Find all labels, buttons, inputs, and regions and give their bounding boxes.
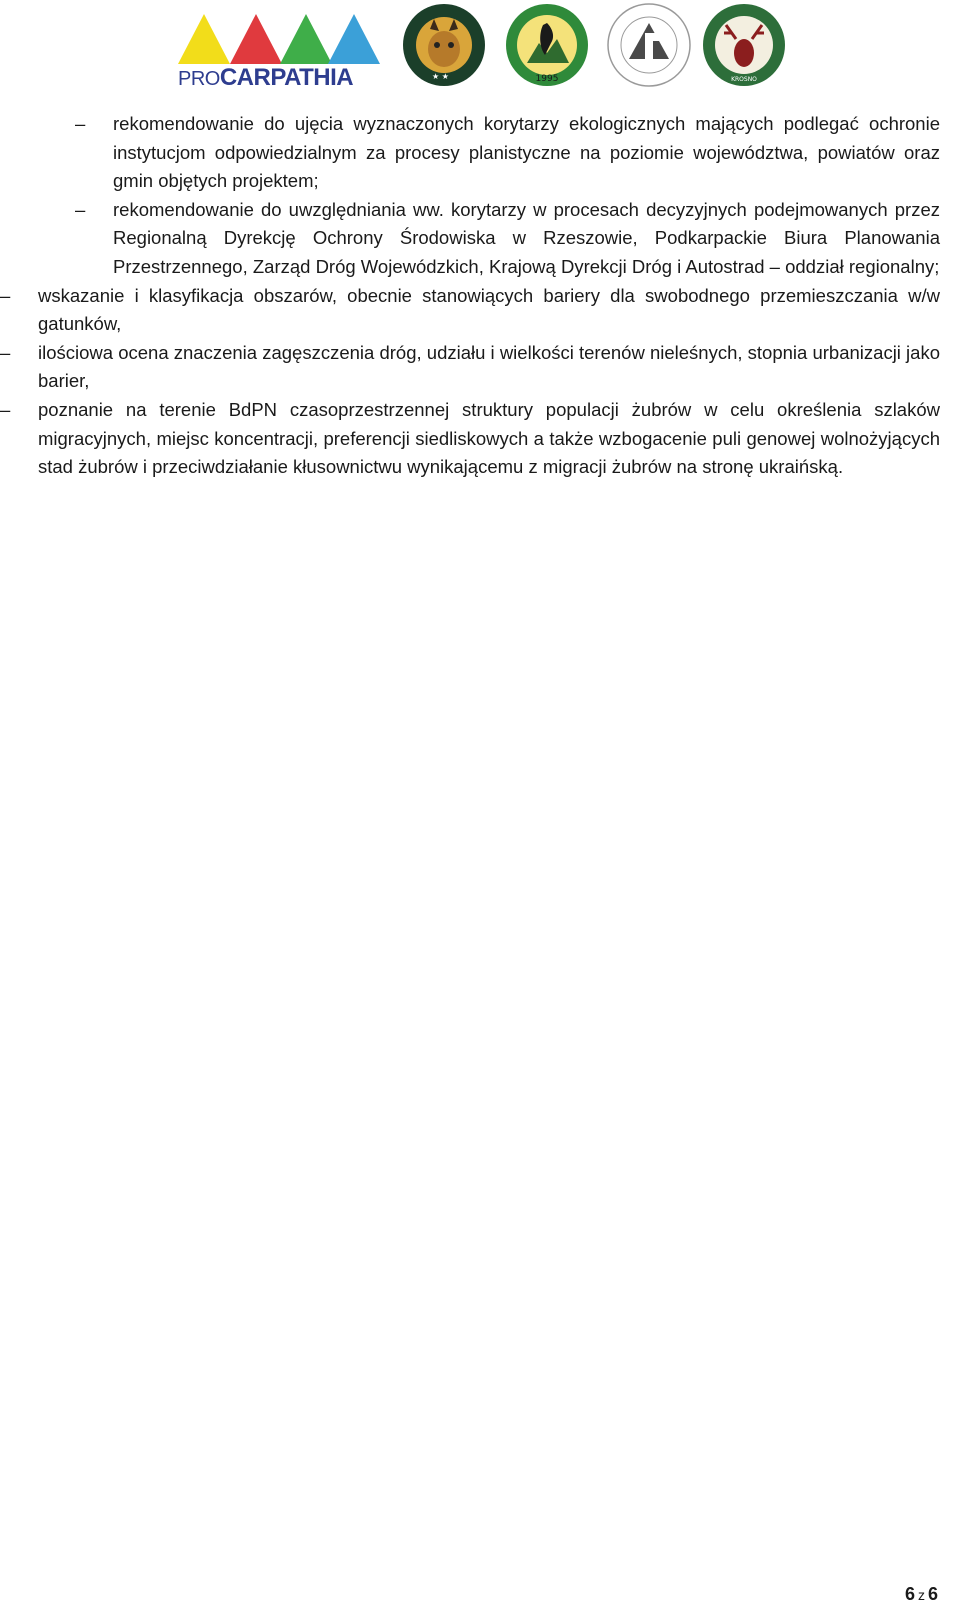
logo-pro-text: PRO <box>178 68 220 90</box>
page-current: 6 <box>904 1584 915 1604</box>
list-item <box>75 196 940 282</box>
procarpathia-wordmark <box>178 64 388 92</box>
dash-bullet: – <box>0 341 11 363</box>
mpn-eagle-logo <box>505 3 589 87</box>
list-item <box>75 110 940 196</box>
list-item-text: poznanie na terenie BdPN czasoprzestrzennej struktury populacji żubrów w celu określenia szlaków migracyjnych, miejsc koncentracji, preferencji siedliskowych a także wzbogacenie puli genowej wolnożyjących stad żubrów i przeciwdziałanie kłusownictwu wynikającemu z migracji żubrów na stronę ukraińską. <box>38 398 940 478</box>
procarpathia-logo <box>178 14 388 91</box>
bdpn-lynx-logo <box>402 3 486 87</box>
page-number <box>905 1584 938 1605</box>
page-total: 6 <box>927 1584 938 1604</box>
document-body <box>0 110 960 482</box>
page-separator: z <box>917 1587 925 1603</box>
mpn-year-text: 1995 <box>535 74 559 84</box>
page-header <box>0 0 960 92</box>
dash-bullet: – <box>0 398 11 420</box>
list-item <box>0 396 940 482</box>
list-item-text: ilościowa ocena znaczenia zagęszczenia dróg, udziału i wielkości terenów nieleśnych, stopnia urbanizacji jako barier, <box>38 341 940 392</box>
list-item-text: wskazanie i klasyfikacja obszarów, obecnie stanowiących bariery dla swobodnego przemieszczania w/w gatunków, <box>38 284 940 335</box>
list-item-text: rekomendowanie do uwzględniania ww. korytarzy w procesach decyzyjnych podejmowanych przez Regionalną Dyrekcję Ochrony Środowiska w Rzeszowie, Podkarpackie Biura Planowania Przestrzennego, Zarząd Dróg Wojewódzkich, Krajową Dyrekcji Dróg i Autostrad – oddział regionalny; <box>113 198 940 277</box>
lasy-panstwowe-logo <box>607 3 691 87</box>
list-item <box>0 339 940 396</box>
triangles-icon <box>178 14 388 66</box>
list-item-text: rekomendowanie do ujęcia wyznaczonych korytarzy ekologicznych mających podlegać ochronie instytucjom odpowiedzialnym za procesy planistyczne na poziomie województwa, powiatów oraz gmin objętych projektem; <box>113 113 940 192</box>
list-item <box>0 282 940 339</box>
zkpk-city-text: KROSNO <box>731 76 757 83</box>
svg-text:★ ★: ★ ★ <box>432 72 449 81</box>
zkpk-deer-logo <box>702 3 786 87</box>
dash-bullet: – <box>75 198 86 220</box>
dash-bullet: – <box>75 113 86 134</box>
logo-carpathia-text: CARPATHIA <box>219 64 354 91</box>
dash-bullet: – <box>0 284 11 306</box>
